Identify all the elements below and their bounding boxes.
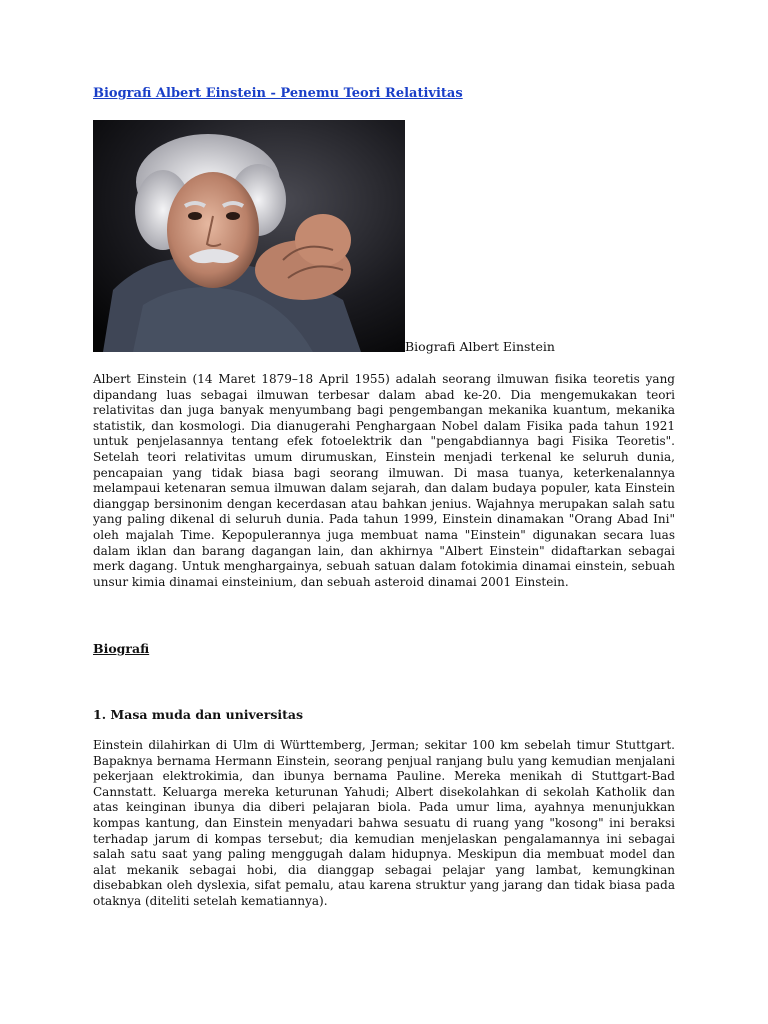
portrait-photo — [93, 120, 405, 352]
image-caption: Biografi Albert Einstein — [405, 339, 555, 354]
section-heading-biografi: Biografi — [93, 641, 150, 656]
subsection-paragraph: Einstein dilahirkan di Ulm di Württemberg, Jerman; sekitar 100 km sebelah timur Stuttgart. Bapaknya bernama Hermann Einstein, seorang penjual ranjang bulu yang kemudian menjalani pekerjaan elektrokimia, dan ibunya bernama Pauline. Mereka menikah di Stuttgart-Bad Cannstatt. Keluarga mereka keturunan Yahudi; Albert disekolahkan di sekolah Katholik dan atas keinginan ibunya dia diberi pelajaran biola. Pada umur lima, ayahnya menunjukkan kompas kantung, dan Einstein menyadari bahwa sesuatu di ruang yang "kosong" ini beraksi terhadap jarum di kompas tersebut; dia kemudian menjelaskan pengalamannya ini sebagai salah satu saat yang paling menggugah dalam hidupnya. Meskipun dia membuat model dan alat mekanik sebagai hobi, dia dianggap sebagai pelajar yang lambat, kemungkinan disebabkan oleh dyslexia, sifat pemalu, atau karena struktur yang jarang dan tidak biasa pada otaknya (diteliti setelah kematiannya). — [93, 738, 675, 908]
document-title-link[interactable]: Biografi Albert Einstein - Penemu Teori Relativitas — [93, 86, 463, 101]
subsection-heading-masa-muda: 1. Masa muda dan universitas — [93, 707, 304, 722]
intro-paragraph: Albert Einstein (14 Maret 1879–18 April 1955) adalah seorang ilmuwan fisika teoretis yang dipandang luas sebagai ilmuwan terbesar dalam abad ke-20. Dia mengemukakan teori relativitas dan juga banyak menyumbang bagi pengembangan mekanika kuantum, mekanika statistik, dan kosmologi. Dia dianugerahi Penghargaan Nobel dalam Fisika pada tahun 1921 untuk penjelasannya tentang efek fotoelektrik dan "pengabdiannya bagi Fisika Teoretis". Setelah teori relativitas umum dirumuskan, Einstein menjadi terkenal ke seluruh dunia, pencapaian yang tidak biasa bagi seorang ilmuwan. Di masa tuanya, keterkenalannya melampaui ketenaran semua ilmuwan dalam sejarah, dan dalam budaya populer, kata Einstein dianggap bersinonim dengan kecerdasan atau bahkan jenius. Wajahnya merupakan salah satu yang paling dikenal di seluruh dunia. Pada tahun 1999, Einstein dinamakan "Orang Abad Ini" oleh majalah Time. Kepopulerannya juga membuat nama "Einstein" digunakan secara luas dalam iklan dan barang dagangan lain, dan akhirnya "Albert Einstein" didaftarkan sebagai merk dagang. Untuk menghargainya, sebuah satuan dalam fotokimia dinamai einstein, sebuah unsur kimia dinamai einsteinium, dan sebuah asteroid dinamai 2001 Einstein. — [93, 372, 675, 589]
